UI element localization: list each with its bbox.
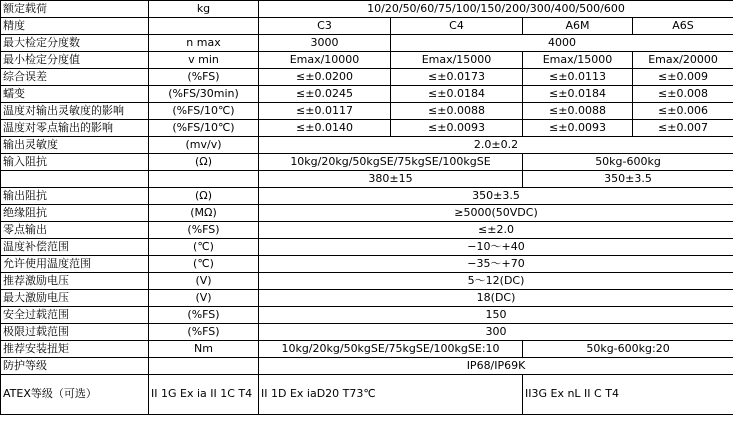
row-unit-output-impedance: (Ω): [149, 188, 259, 205]
cell-temp-effect-on-sensitivity-2: ≤±0.0088: [523, 103, 633, 120]
cell-temp-effect-on-zero-2: ≤±0.0093: [523, 120, 633, 137]
row-label-max-verification-intervals: 最大检定分度数: [1, 35, 149, 52]
table-row: [1, 154, 733, 171]
row-unit-accuracy: [149, 18, 259, 35]
table-row: [1, 341, 733, 358]
cell-input-impedance-1-1: 50kg-600kg: [523, 154, 733, 171]
row-unit-safe-overload: (%FS): [149, 307, 259, 324]
row-unit-protection-class: [149, 358, 259, 375]
cell-min-verification-interval-2: Emax/15000: [523, 52, 633, 69]
row-unit-temp-effect-on-zero: (%FS/10℃): [149, 120, 259, 137]
cell-combined-error-0: ≤±0.0200: [259, 69, 391, 86]
cell-protection-class-0: IP68/IP69K: [259, 358, 733, 375]
cell-input-impedance-2-0: 380±15: [259, 171, 523, 188]
cell-combined-error-3: ≤±0.009: [633, 69, 733, 86]
table-row-atex: [1, 375, 733, 415]
table-row: [1, 222, 733, 239]
cell-temp-effect-on-zero-1: ≤±0.0093: [391, 120, 523, 137]
cell-max-verification-intervals-1: 4000: [391, 35, 733, 52]
table-row: [1, 205, 733, 222]
row-label-ultimate-overload: 极限过载范围: [1, 324, 149, 341]
cell-accuracy-1: C4: [391, 18, 523, 35]
table-row: [1, 290, 733, 307]
table-row: [1, 171, 733, 188]
table-row: [1, 307, 733, 324]
cell-temp-effect-on-sensitivity-3: ≤±0.006: [633, 103, 733, 120]
cell-temp-compensation-range-0: −10〜+40: [259, 239, 733, 256]
row-unit-combined-error: (%FS): [149, 69, 259, 86]
cell-zero-output-0: ≤±2.0: [259, 222, 733, 239]
cell-output-sensitivity-0: 2.0±0.2: [259, 137, 733, 154]
table-row: [1, 86, 733, 103]
row-unit-temp-compensation-range: (℃): [149, 239, 259, 256]
row-label-atex: ATEX等级（可选）: [1, 375, 149, 415]
table-row: [1, 1, 733, 18]
cell-min-verification-interval-1: Emax/15000: [391, 52, 523, 69]
row-unit-recommended-excitation-voltage: (V): [149, 273, 259, 290]
cell-operating-temp-range-0: −35〜+70: [259, 256, 733, 273]
row-unit-insulation-resistance: (MΩ): [149, 205, 259, 222]
row-label-combined-error: 综合误差: [1, 69, 149, 86]
cell-creep-0: ≤±0.0245: [259, 86, 391, 103]
cell-input-impedance-2-1: 350±3.5: [523, 171, 733, 188]
row-unit-temp-effect-on-sensitivity: (%FS/10℃): [149, 103, 259, 120]
row-label-creep: 蠕变: [1, 86, 149, 103]
cell-temp-effect-on-sensitivity-1: ≤±0.0088: [391, 103, 523, 120]
row-unit-output-sensitivity: (mv/v): [149, 137, 259, 154]
row-unit-min-verification-interval: v min: [149, 52, 259, 69]
cell-ultimate-overload-0: 300: [259, 324, 733, 341]
row-unit-operating-temp-range: (℃): [149, 256, 259, 273]
cell-creep-1: ≤±0.0184: [391, 86, 523, 103]
row-label-accuracy: 精度: [1, 18, 149, 35]
cell-atex-1: II3G Ex nL II C T4: [523, 375, 733, 415]
row-unit-max-excitation-voltage: (V): [149, 290, 259, 307]
cell-creep-2: ≤±0.0184: [523, 86, 633, 103]
cell-rated-load-0: 10/20/50/60/75/100/150/200/300/400/500/600: [259, 1, 733, 18]
table-row: [1, 35, 733, 52]
row-label-protection-class: 防护等级: [1, 358, 149, 375]
row-label-temp-compensation-range: 温度补偿范围: [1, 239, 149, 256]
row-label-min-verification-interval: 最小检定分度值: [1, 52, 149, 69]
table-row: [1, 273, 733, 290]
cell-accuracy-3: A6S: [633, 18, 733, 35]
row-unit-creep: (%FS/30min): [149, 86, 259, 103]
cell-temp-effect-on-sensitivity-0: ≤±0.0117: [259, 103, 391, 120]
row-unit-atex: II 1G Ex ia II 1C T4: [149, 375, 259, 415]
row-label-max-excitation-voltage: 最大激励电压: [1, 290, 149, 307]
row-label-recommended-excitation-voltage: 推荐激励电压: [1, 273, 149, 290]
cell-accuracy-0: C3: [259, 18, 391, 35]
cell-output-impedance-0: 350±3.5: [259, 188, 733, 205]
row-label-rated-load: 额定载荷: [1, 1, 149, 18]
table-row: [1, 188, 733, 205]
row-unit-input-impedance-1: (Ω): [149, 154, 259, 171]
cell-temp-effect-on-zero-0: ≤±0.0140: [259, 120, 391, 137]
table-row: [1, 239, 733, 256]
table-row: [1, 52, 733, 69]
row-label-output-impedance: 输出阻抗: [1, 188, 149, 205]
cell-min-verification-interval-3: Emax/20000: [633, 52, 733, 69]
table-row: [1, 69, 733, 86]
cell-creep-3: ≤±0.008: [633, 86, 733, 103]
table-row: [1, 324, 733, 341]
cell-combined-error-1: ≤±0.0173: [391, 69, 523, 86]
row-label-recommended-mounting-torque: 推荐安装扭矩: [1, 341, 149, 358]
row-label-output-sensitivity: 输出灵敏度: [1, 137, 149, 154]
cell-max-excitation-voltage-0: 18(DC): [259, 290, 733, 307]
cell-min-verification-interval-0: Emax/10000: [259, 52, 391, 69]
row-label-safe-overload: 安全过载范围: [1, 307, 149, 324]
table-row: [1, 358, 733, 375]
table-row: [1, 103, 733, 120]
cell-insulation-resistance-0: ≥5000(50VDC): [259, 205, 733, 222]
table-row: [1, 120, 733, 137]
row-label-temp-effect-on-zero: 温度对零点输出的影响: [1, 120, 149, 137]
row-label-input-impedance-1: 输入阻抗: [1, 154, 149, 171]
row-unit-input-impedance-2: [149, 171, 259, 188]
cell-recommended-excitation-voltage-0: 5〜12(DC): [259, 273, 733, 290]
row-label-zero-output: 零点输出: [1, 222, 149, 239]
row-unit-max-verification-intervals: n max: [149, 35, 259, 52]
table-row: [1, 256, 733, 273]
row-label-operating-temp-range: 允许使用温度范围: [1, 256, 149, 273]
table-row: [1, 137, 733, 154]
table-row: [1, 18, 733, 35]
row-label-temp-effect-on-sensitivity: 温度对输出灵敏度的影响: [1, 103, 149, 120]
cell-max-verification-intervals-0: 3000: [259, 35, 391, 52]
row-unit-recommended-mounting-torque: Nm: [149, 341, 259, 358]
cell-safe-overload-0: 150: [259, 307, 733, 324]
cell-temp-effect-on-zero-3: ≤±0.007: [633, 120, 733, 137]
row-unit-ultimate-overload: (%FS): [149, 324, 259, 341]
row-label-insulation-resistance: 绝缘阻抗: [1, 205, 149, 222]
cell-combined-error-2: ≤±0.0113: [523, 69, 633, 86]
row-unit-rated-load: kg: [149, 1, 259, 18]
cell-atex-0: II 1D Ex iaD20 T73℃: [259, 375, 523, 415]
cell-recommended-mounting-torque-1: 50kg-600kg:20: [523, 341, 733, 358]
cell-accuracy-2: A6M: [523, 18, 633, 35]
cell-input-impedance-1-0: 10kg/20kg/50kgSE/75kgSE/100kgSE: [259, 154, 523, 171]
row-label-input-impedance-2: [1, 171, 149, 188]
cell-recommended-mounting-torque-0: 10kg/20kg/50kgSE/75kgSE/100kgSE:10: [259, 341, 523, 358]
row-unit-zero-output: (%FS): [149, 222, 259, 239]
